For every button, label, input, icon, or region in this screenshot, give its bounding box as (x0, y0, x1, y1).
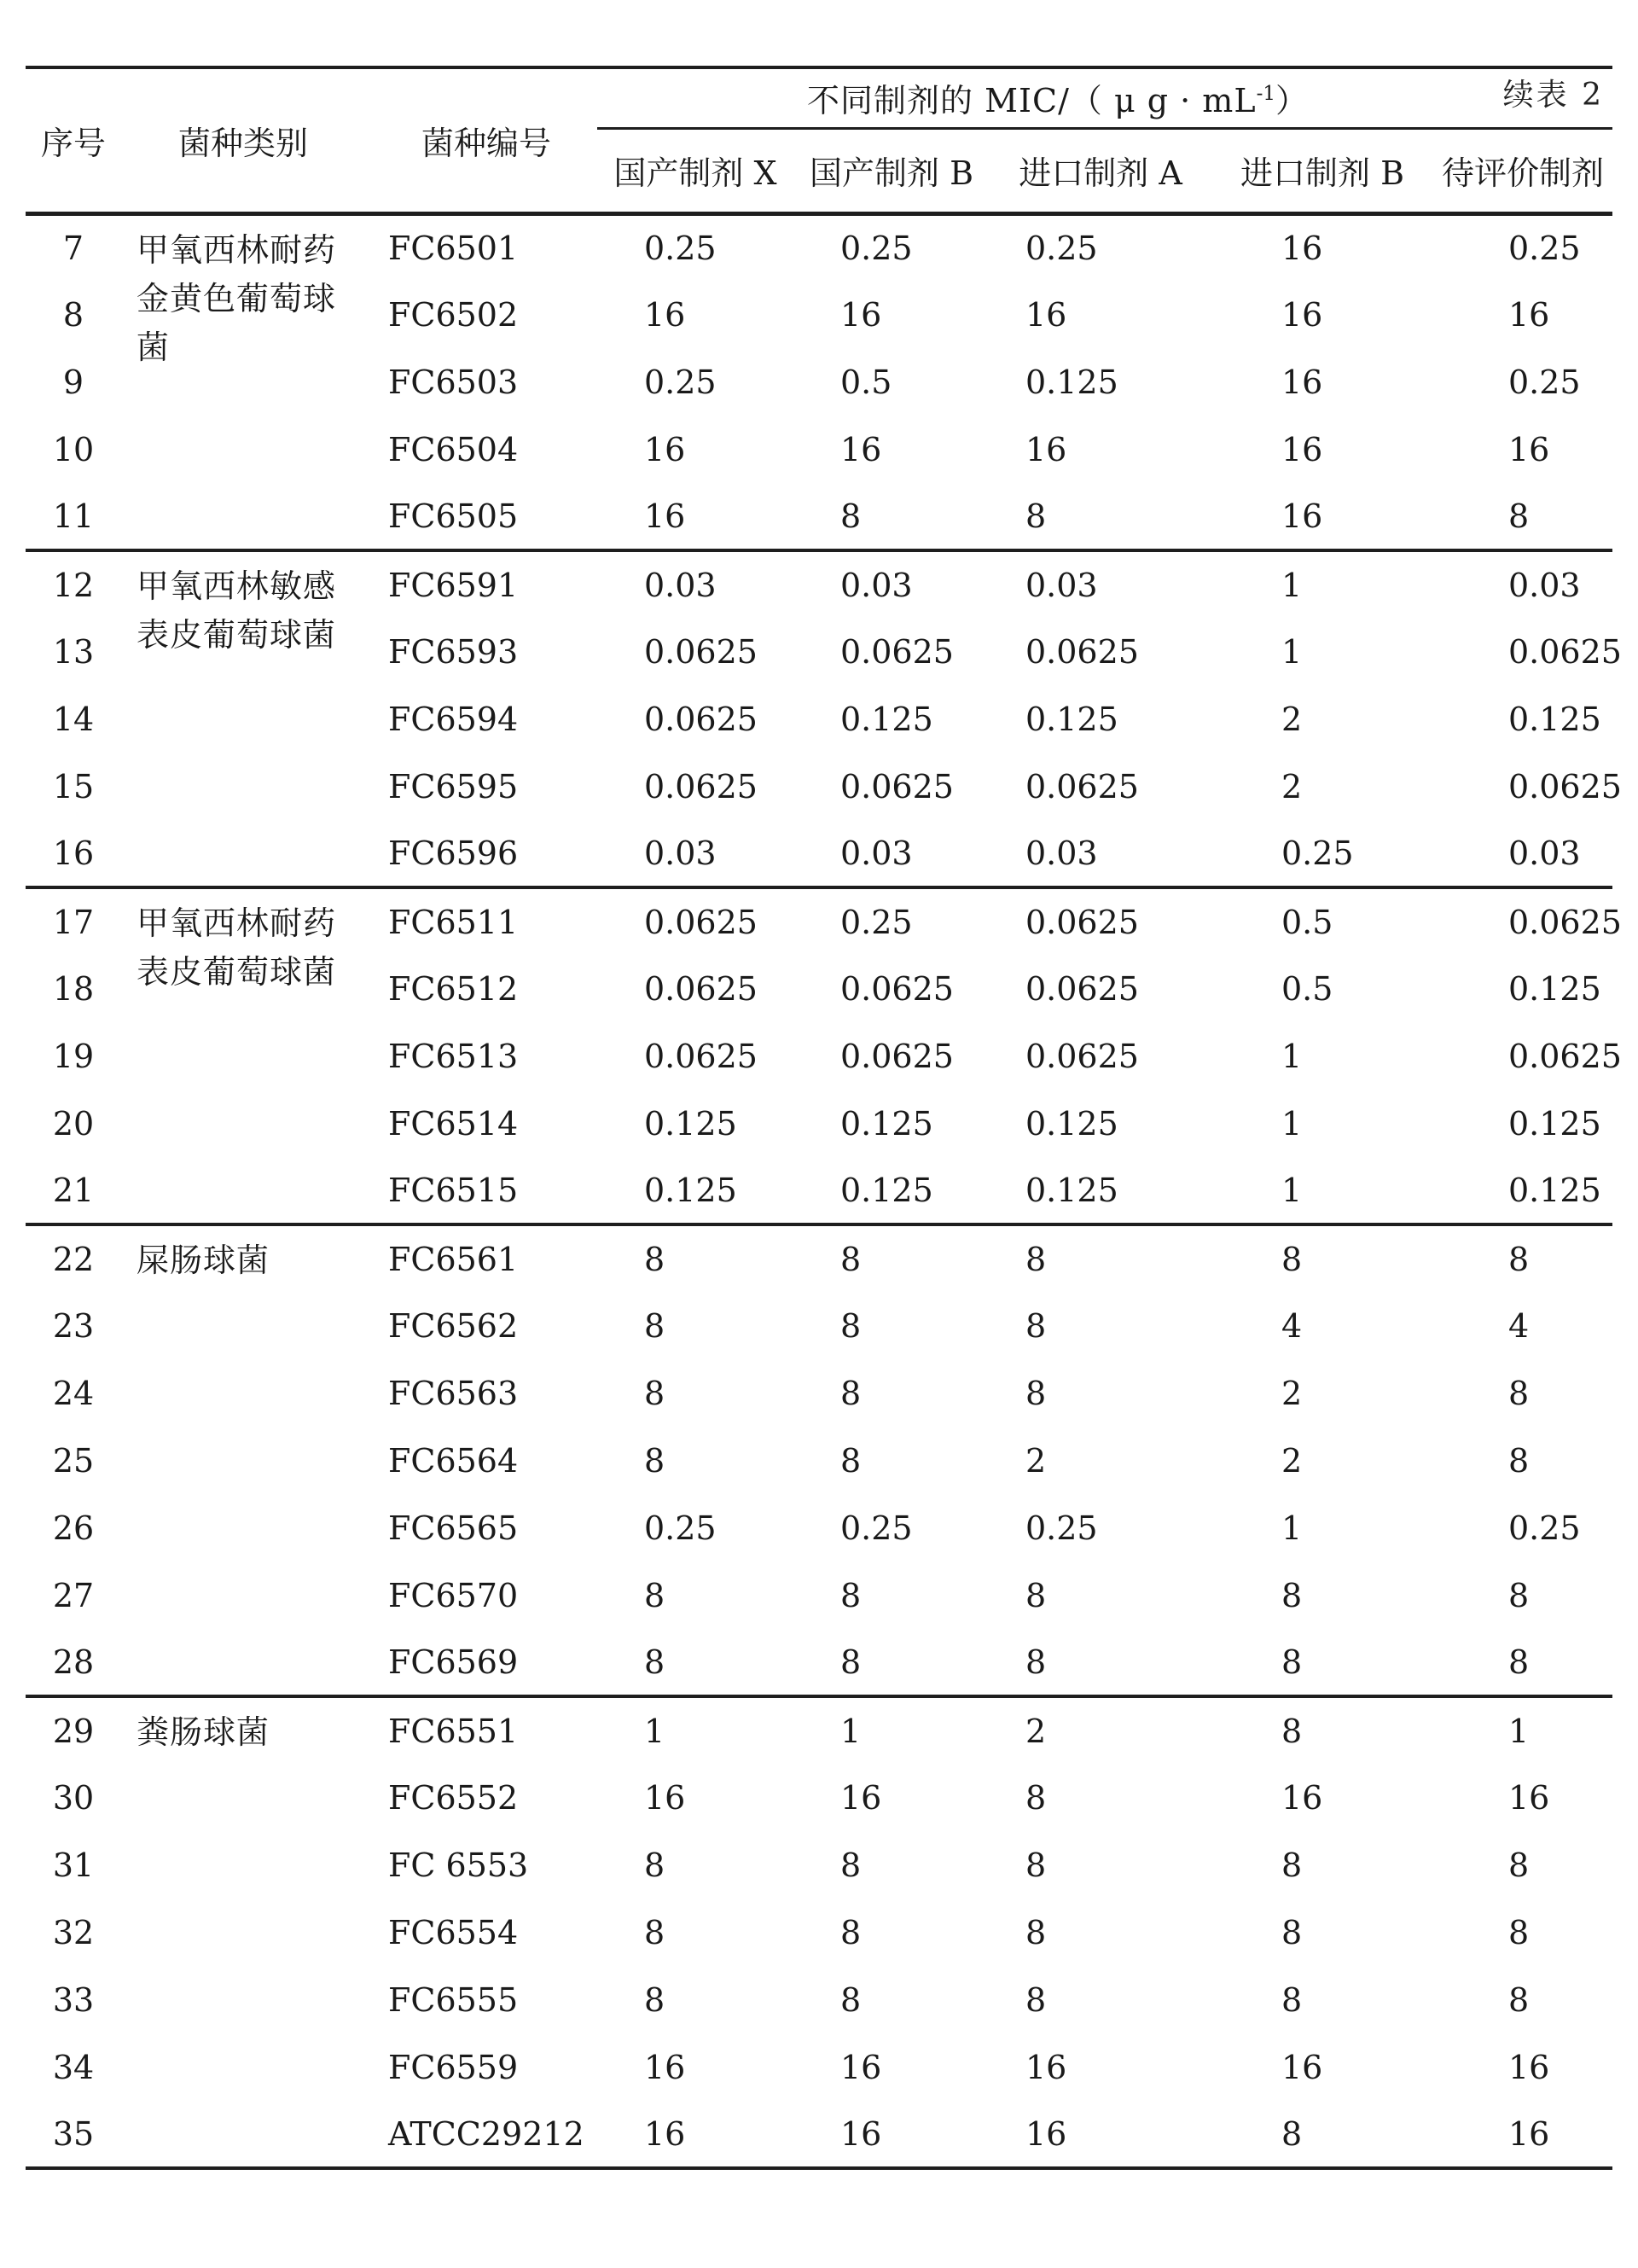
mic-value-cell: 0.0625 (644, 632, 758, 671)
mic-value-cell: 2 (1281, 767, 1303, 805)
strain-cell: FC6596 (388, 834, 519, 872)
mic-value-cell: 8 (1508, 1980, 1530, 2019)
strain-cell: FC6594 (388, 700, 519, 738)
table-body (26, 213, 1622, 2168)
mic-value-cell: 8 (644, 1306, 665, 1345)
mic-value-cell: 8 (644, 1374, 665, 1412)
strain-cell: FC6562 (388, 1306, 519, 1345)
mic-value-cell: 0.125 (644, 1171, 737, 1209)
mic-value-cell: 16 (1025, 2114, 1067, 2153)
mic-value-cell: 8 (1025, 1643, 1047, 1681)
mic-value-cell: 0.25 (644, 363, 717, 401)
mic-value-cell: 0.0625 (1433, 887, 1612, 955)
mic-value-cell: 0.0625 (1025, 632, 1139, 671)
serial-cell: 26 (52, 1509, 95, 1547)
serial-cell: 9 (62, 363, 84, 401)
mic-group-title-text: 不同制剂的 MIC/（ μ g · mL (807, 82, 1257, 120)
species-name-line: 表皮葡萄球菌 (136, 953, 337, 991)
mic-value-cell: 16 (644, 295, 686, 334)
mic-value-cell: 8 (1025, 1846, 1047, 1884)
mic-value-cell: 0.0625 (840, 1037, 954, 1075)
mic-value-cell: 16 (1025, 430, 1067, 468)
mic-value-cell: 16 (840, 2048, 882, 2086)
species-cell (111, 550, 375, 887)
serial-cell: 19 (52, 1037, 95, 1075)
strain-cell: ATCC29212 (388, 2114, 584, 2153)
strain-cell: FC6570 (388, 1576, 519, 1614)
serial-cell: 14 (52, 700, 95, 738)
header-col-mic-4: 进口制剂 B (1211, 128, 1433, 213)
strain-cell: FC6593 (388, 632, 519, 671)
header-col-mic-5: 待评价制剂 (1433, 128, 1612, 213)
strain-cell: FC6512 (388, 969, 519, 1008)
mic-value-cell: 0.0625 (840, 767, 954, 805)
mic-value-cell: 8 (1508, 1913, 1530, 1951)
strain-cell: FC6551 (375, 1696, 597, 1764)
mic-value-cell: 0.0625 (1025, 1037, 1139, 1075)
mic-value-cell: 8 (644, 1643, 665, 1681)
species-name-line: 金黄色葡萄球 (136, 279, 337, 317)
species-name-line: 屎肠球菌 (136, 1242, 270, 1279)
mic-value-cell: 8 (990, 1224, 1211, 1292)
serial-cell: 34 (52, 2048, 95, 2086)
serial-cell: 21 (52, 1171, 95, 1209)
header-row-group (26, 67, 1612, 128)
mic-value-cell: 0.25 (1508, 363, 1581, 401)
species-name-line: 甲氧西林耐药 (136, 230, 337, 269)
mic-value-cell: 0.25 (840, 1509, 913, 1547)
mic-value-cell: 0.0625 (1025, 969, 1139, 1008)
mic-value-cell: 16 (840, 295, 882, 334)
mic-value-cell: 8 (1281, 1980, 1303, 2019)
strain-cell: FC6513 (388, 1037, 519, 1075)
mic-value-cell: 0.0625 (644, 700, 758, 738)
mic-value-cell: 8 (793, 1224, 990, 1292)
mic-value-cell: 1 (597, 1696, 793, 1764)
mic-value-cell: 8 (840, 1980, 862, 2019)
mic-value-cell: 1 (1281, 1171, 1303, 1209)
mic-value-cell: 8 (1025, 1306, 1047, 1345)
strain-cell: FC6564 (388, 1441, 519, 1480)
mic-value-cell: 8 (1508, 1441, 1530, 1480)
mic-value-cell: 0.0625 (1508, 1037, 1622, 1075)
mic-value-cell: 8 (840, 1643, 862, 1681)
header-col-mic-3: 进口制剂 A (990, 128, 1211, 213)
strain-cell: FC6501 (375, 213, 597, 281)
mic-value-cell: 0.0625 (597, 887, 793, 955)
serial-cell: 27 (52, 1576, 95, 1614)
strain-cell: FC6515 (388, 1171, 519, 1209)
mic-value-cell: 16 (644, 430, 686, 468)
mic-value-cell: 0.0625 (990, 887, 1211, 955)
document-page (0, 66, 1638, 2268)
mic-value-cell: 0.125 (1508, 969, 1601, 1008)
mic-value-cell: 8 (1211, 1696, 1433, 1764)
mic-value-cell: 8 (1281, 1643, 1303, 1681)
strain-cell: FC6565 (388, 1509, 519, 1547)
mic-value-cell: 1 (1433, 1696, 1612, 1764)
mic-value-cell: 1 (1281, 632, 1303, 671)
mic-value-cell: 8 (1508, 1374, 1530, 1412)
mic-value-cell: 8 (840, 1306, 862, 1345)
serial-cell: 15 (52, 767, 95, 805)
mic-value-cell: 8 (1025, 1778, 1047, 1817)
mic-value-cell: 1 (1211, 550, 1433, 618)
mic-value-cell: 0.125 (1025, 1104, 1118, 1143)
mic-value-cell: 0.125 (1508, 1171, 1601, 1209)
mic-value-cell: 0.03 (644, 834, 717, 872)
mic-value-cell: 16 (1508, 1778, 1550, 1817)
mic-value-cell: 0.0625 (644, 1037, 758, 1075)
mic-value-cell: 0.25 (793, 887, 990, 955)
mic-value-cell: 0.25 (1281, 834, 1354, 872)
strain-cell: FC6552 (388, 1778, 519, 1817)
table-continuation-label: 续表 2 (1502, 78, 1604, 113)
mic-value-cell: 16 (1281, 363, 1323, 401)
mic-table (26, 66, 1622, 2170)
mic-value-cell: 8 (840, 497, 862, 535)
mic-value-cell: 16 (1281, 295, 1323, 334)
mic-value-cell: 0.0625 (644, 969, 758, 1008)
mic-value-cell: 0.5 (1281, 969, 1333, 1008)
mic-value-cell: 1 (1281, 1509, 1303, 1547)
mic-value-cell: 0.03 (990, 550, 1211, 618)
serial-cell: 11 (52, 497, 95, 535)
mic-value-cell: 8 (1508, 1576, 1530, 1614)
mic-value-cell: 8 (1281, 1913, 1303, 1951)
serial-cell: 28 (52, 1643, 95, 1681)
mic-value-cell: 0.0625 (840, 632, 954, 671)
serial-cell: 32 (52, 1913, 95, 1951)
serial-cell: 8 (62, 295, 84, 334)
mic-value-cell: 16 (1281, 497, 1323, 535)
species-name-line: 粪肠球菌 (136, 1713, 270, 1751)
table-row (26, 550, 1612, 618)
strain-cell: FC6591 (375, 550, 597, 618)
mic-value-cell: 0.125 (840, 1104, 933, 1143)
table-header (26, 67, 1612, 213)
mic-value-cell: 8 (1281, 1576, 1303, 1614)
mic-value-cell: 8 (1508, 1846, 1530, 1884)
mic-value-cell: 0.125 (840, 1171, 933, 1209)
header-col-strain: 菌种编号 (375, 67, 597, 213)
mic-value-cell: 8 (1281, 2114, 1303, 2153)
strain-cell: FC6511 (375, 887, 597, 955)
mic-value-cell: 16 (1025, 295, 1067, 334)
mic-value-cell: 16 (1508, 430, 1550, 468)
mic-value-cell: 0.125 (1025, 700, 1118, 738)
header-col-species: 菌种类别 (111, 67, 375, 213)
strain-cell: FC6505 (388, 497, 519, 535)
mic-value-cell: 8 (1025, 1913, 1047, 1951)
mic-value-cell: 8 (1025, 1980, 1047, 2019)
mic-value-cell: 0.125 (1025, 363, 1118, 401)
mic-value-cell: 8 (840, 1441, 862, 1480)
strain-cell: FC6561 (375, 1224, 597, 1292)
species-name-line: 表皮葡萄球菌 (136, 616, 337, 654)
strain-cell: FC6503 (388, 363, 519, 401)
mic-value-cell: 0.0625 (644, 767, 758, 805)
mic-value-cell: 8 (644, 1441, 665, 1480)
serial-cell: 24 (52, 1374, 95, 1412)
serial-cell: 12 (26, 550, 111, 618)
mic-value-cell: 8 (644, 1576, 665, 1614)
mic-value-cell: 2 (1281, 1441, 1303, 1480)
table-row (26, 1696, 1612, 1764)
mic-value-cell: 8 (1025, 497, 1047, 535)
mic-value-cell: 0.125 (1508, 1104, 1601, 1143)
mic-value-cell: 4 (1508, 1306, 1530, 1345)
serial-cell: 29 (26, 1696, 111, 1764)
mic-value-cell: 16 (840, 430, 882, 468)
mic-value-cell: 16 (644, 497, 686, 535)
mic-value-cell: 16 (644, 2048, 686, 2086)
header-col-mic-1: 国产制剂 X (597, 128, 793, 213)
mic-value-cell: 0.125 (1508, 700, 1601, 738)
species-cell (111, 1224, 375, 1696)
serial-cell: 17 (26, 887, 111, 955)
mic-value-cell: 4 (1281, 1306, 1303, 1345)
mic-value-cell: 0.03 (1433, 550, 1612, 618)
species-name-line: 甲氧西林耐药 (136, 904, 337, 942)
mic-value-cell: 0.25 (1433, 213, 1612, 281)
strain-cell: FC6559 (388, 2048, 519, 2086)
mic-value-cell: 16 (1508, 2114, 1550, 2153)
mic-value-cell: 8 (644, 1846, 665, 1884)
mic-value-cell: 16 (1281, 430, 1323, 468)
mic-unit-exponent: -1 (1256, 83, 1275, 106)
species-cell (111, 213, 375, 550)
mic-value-cell: 16 (1508, 2048, 1550, 2086)
mic-value-cell: 0.125 (644, 1104, 737, 1143)
mic-value-cell: 1 (1281, 1037, 1303, 1075)
species-cell (111, 887, 375, 1224)
mic-value-cell: 8 (1508, 497, 1530, 535)
mic-value-cell: 0.03 (840, 834, 913, 872)
mic-value-cell: 2 (1281, 1374, 1303, 1412)
strain-cell: FC6502 (388, 295, 519, 334)
strain-cell: FC6554 (388, 1913, 519, 1951)
strain-cell: FC6563 (388, 1374, 519, 1412)
mic-value-cell: 16 (1281, 2048, 1323, 2086)
strain-cell: FC 6553 (388, 1846, 529, 1884)
table-row (26, 213, 1612, 281)
serial-cell: 25 (52, 1441, 95, 1480)
header-col-mic-2: 国产制剂 B (793, 128, 990, 213)
mic-value-cell: 0.03 (1508, 834, 1581, 872)
header-col-serial: 序号 (26, 67, 111, 213)
serial-cell: 20 (52, 1104, 95, 1143)
serial-cell: 22 (26, 1224, 111, 1292)
mic-value-cell: 0.25 (597, 213, 793, 281)
mic-value-cell: 8 (1433, 1224, 1612, 1292)
mic-value-cell: 8 (597, 1224, 793, 1292)
mic-value-cell: 8 (1508, 1643, 1530, 1681)
strain-cell: FC6504 (388, 430, 519, 468)
strain-cell: FC6555 (388, 1980, 519, 2019)
mic-value-cell: 8 (644, 1980, 665, 2019)
table-row (26, 887, 1612, 955)
species-name-line: 甲氧西林敏感 (136, 567, 337, 605)
mic-value-cell: 16 (1211, 213, 1433, 281)
mic-value-cell: 0.0625 (1025, 767, 1139, 805)
mic-value-cell: 0.25 (644, 1509, 717, 1547)
mic-value-cell: 0.03 (1025, 834, 1098, 872)
mic-group-title-close: ） (1275, 82, 1309, 120)
mic-value-cell: 0.0625 (1508, 632, 1622, 671)
mic-value-cell: 16 (644, 2114, 686, 2153)
mic-value-cell: 0.25 (990, 213, 1211, 281)
mic-value-cell: 8 (1025, 1374, 1047, 1412)
serial-cell: 10 (52, 430, 95, 468)
mic-value-cell: 2 (1281, 700, 1303, 738)
strain-cell: FC6514 (388, 1104, 519, 1143)
strain-cell: FC6595 (388, 767, 519, 805)
mic-value-cell: 0.5 (840, 363, 892, 401)
serial-cell: 33 (52, 1980, 95, 2019)
mic-value-cell: 16 (840, 1778, 882, 1817)
serial-cell: 31 (52, 1846, 95, 1884)
mic-value-cell: 0.03 (597, 550, 793, 618)
mic-value-cell: 0.0625 (840, 969, 954, 1008)
mic-value-cell: 0.03 (793, 550, 990, 618)
mic-value-cell: 16 (1508, 295, 1550, 334)
header-group-mic (597, 67, 1612, 128)
mic-value-cell: 8 (1211, 1224, 1433, 1292)
serial-cell: 30 (52, 1778, 95, 1817)
mic-value-cell: 0.5 (1211, 887, 1433, 955)
serial-cell: 23 (52, 1306, 95, 1345)
mic-value-cell: 16 (840, 2114, 882, 2153)
mic-value-cell: 2 (1025, 1441, 1047, 1480)
species-cell (111, 1696, 375, 2168)
mic-value-cell: 1 (1281, 1104, 1303, 1143)
mic-value-cell: 1 (793, 1696, 990, 1764)
mic-value-cell: 0.125 (840, 700, 933, 738)
mic-value-cell: 0.25 (1025, 1509, 1098, 1547)
mic-value-cell: 8 (840, 1576, 862, 1614)
mic-value-cell: 8 (840, 1374, 862, 1412)
mic-value-cell: 16 (1281, 1778, 1323, 1817)
mic-value-cell: 16 (644, 1778, 686, 1817)
mic-value-cell: 8 (840, 1913, 862, 1951)
serial-cell: 35 (52, 2114, 95, 2153)
mic-value-cell: 2 (990, 1696, 1211, 1764)
mic-value-cell: 16 (1025, 2048, 1067, 2086)
mic-value-cell: 0.25 (1508, 1509, 1581, 1547)
mic-value-cell: 0.0625 (1508, 767, 1622, 805)
serial-cell: 13 (52, 632, 95, 671)
species-name-line: 菌 (136, 328, 171, 366)
mic-value-cell: 0.25 (793, 213, 990, 281)
mic-value-cell: 0.125 (1025, 1171, 1118, 1209)
serial-cell: 7 (26, 213, 111, 281)
mic-value-cell: 8 (1281, 1846, 1303, 1884)
serial-cell: 18 (52, 969, 95, 1008)
table-row (26, 1224, 1612, 1292)
strain-cell: FC6569 (388, 1643, 519, 1681)
mic-value-cell: 8 (840, 1846, 862, 1884)
serial-cell: 16 (52, 834, 95, 872)
mic-value-cell: 8 (1025, 1576, 1047, 1614)
mic-value-cell: 8 (644, 1913, 665, 1951)
